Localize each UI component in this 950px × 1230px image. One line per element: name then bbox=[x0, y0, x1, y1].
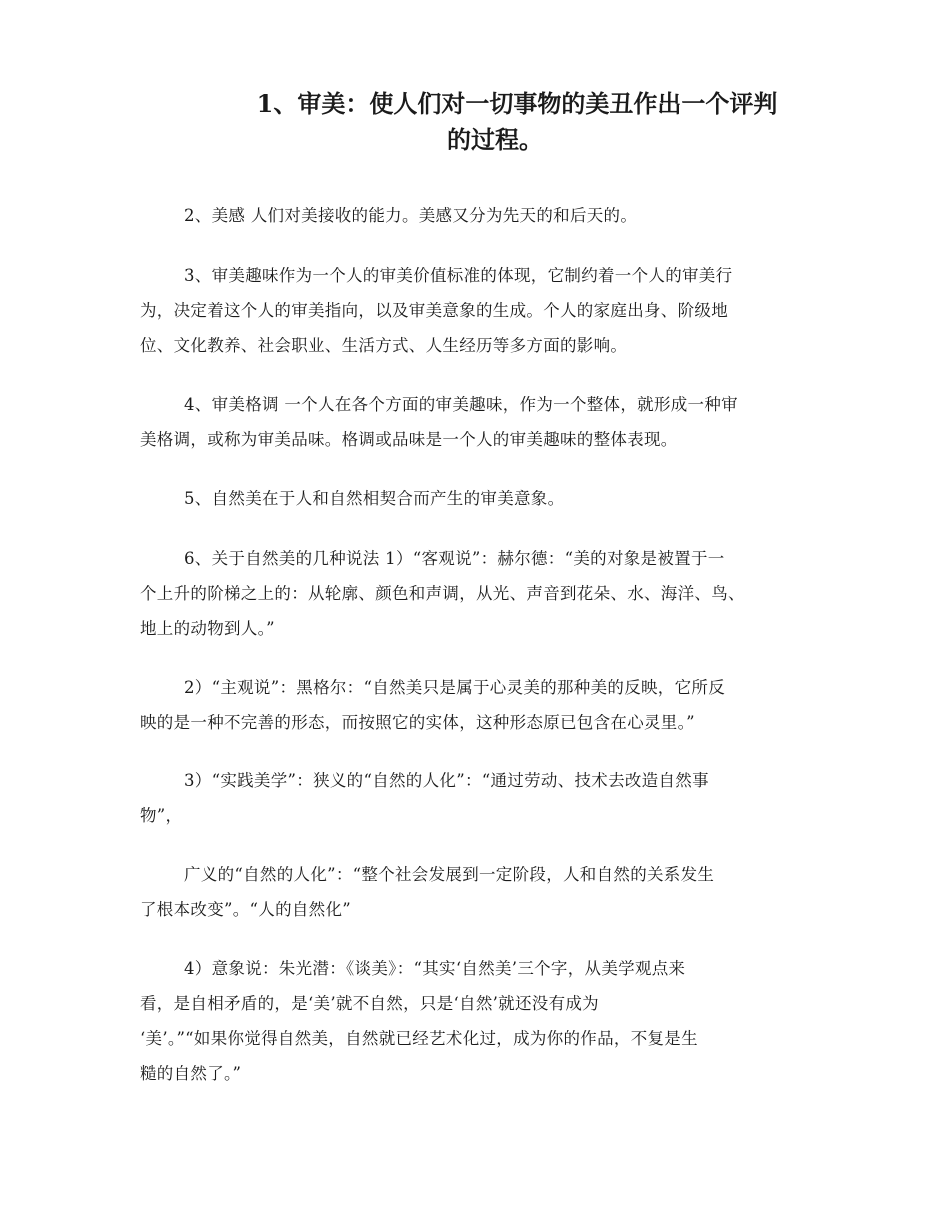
text-line: 广义的“自然的人化”：“整个社会发展到一定阶段，人和自然的关系发生 bbox=[184, 865, 715, 884]
paragraph-theories-imagery bbox=[140, 951, 812, 1091]
text-line: 4）意象说：朱光潜：《谈美》：“其实‘自然美’三个字，从美学观点来 bbox=[184, 959, 686, 978]
paragraph-aesthetic-style bbox=[140, 387, 812, 457]
text-line: 映的是一种不完善的形态，而按照它的实体，这种形态原已包含在心灵里。” bbox=[140, 713, 695, 732]
text-line: 美格调，或称为审美品味。格调或品味是一个人的审美趣味的整体表现。 bbox=[140, 430, 678, 449]
paragraph-aesthetic-taste bbox=[140, 258, 812, 363]
text-line: 2）“主观说”：黑格尔：“自然美只是属于心灵美的那种美的反映，它所反 bbox=[184, 678, 726, 697]
paragraph-natural-beauty bbox=[140, 481, 812, 516]
text-line: ‘美’。”“如果你觉得自然美，自然就已经艺术化过，成为你的作品，不复是生 bbox=[140, 1029, 698, 1048]
paragraph-aesthetic-sense bbox=[140, 198, 812, 233]
document-title bbox=[140, 86, 850, 158]
paragraph-theories-objective bbox=[140, 541, 812, 646]
text-line: 个上升的阶梯之上的：从轮廓、颜色和声调，从光、声音到花朵、水、海洋、鸟、 bbox=[140, 584, 745, 603]
text-line: 4、审美格调 一个人在各个方面的审美趣味，作为一个整体，就形成一种审 bbox=[184, 395, 738, 414]
text-line: 为，决定着这个人的审美指向，以及审美意象的生成。个人的家庭出身、阶级地 bbox=[140, 301, 728, 320]
text-line: 3、审美趣味作为一个人的审美价值标准的体现，它制约着一个人的审美行 bbox=[184, 266, 733, 285]
text-line: 了根本改变”。“人的自然化” bbox=[140, 900, 352, 919]
text-line: 糙的自然了。” bbox=[140, 1064, 242, 1083]
text-line: 物”， bbox=[140, 806, 183, 825]
paragraph-theories-subjective bbox=[140, 670, 812, 740]
title-line: 的过程。 bbox=[447, 125, 543, 154]
title-line: 1、审美：使人们对一切事物的美丑作出一个评判 bbox=[256, 89, 778, 118]
paragraph-theories-practice bbox=[140, 763, 812, 833]
text-line: 看，是自相矛盾的，是‘美’就不自然，只是‘自然’就还没有成为 bbox=[140, 994, 599, 1013]
paragraph-theories-broad bbox=[140, 857, 812, 927]
text-line: 5、自然美在于人和自然相契合而产生的审美意象。 bbox=[184, 489, 565, 508]
text-line: 地上的动物到人。” bbox=[140, 619, 275, 638]
text-line: 2、美感 人们对美接收的能力。美感又分为先天的和后天的。 bbox=[184, 206, 638, 225]
text-line: 3）“实践美学”：狭义的“自然的人化”：“通过劳动、技术去改造自然事 bbox=[184, 771, 709, 790]
text-line: 6、关于自然美的几种说法 1）“客观说”：赫尔德：“美的对象是被置于一 bbox=[184, 549, 725, 568]
text-line: 位、文化教养、社会职业、生活方式、人生经历等多方面的影响。 bbox=[140, 336, 628, 355]
